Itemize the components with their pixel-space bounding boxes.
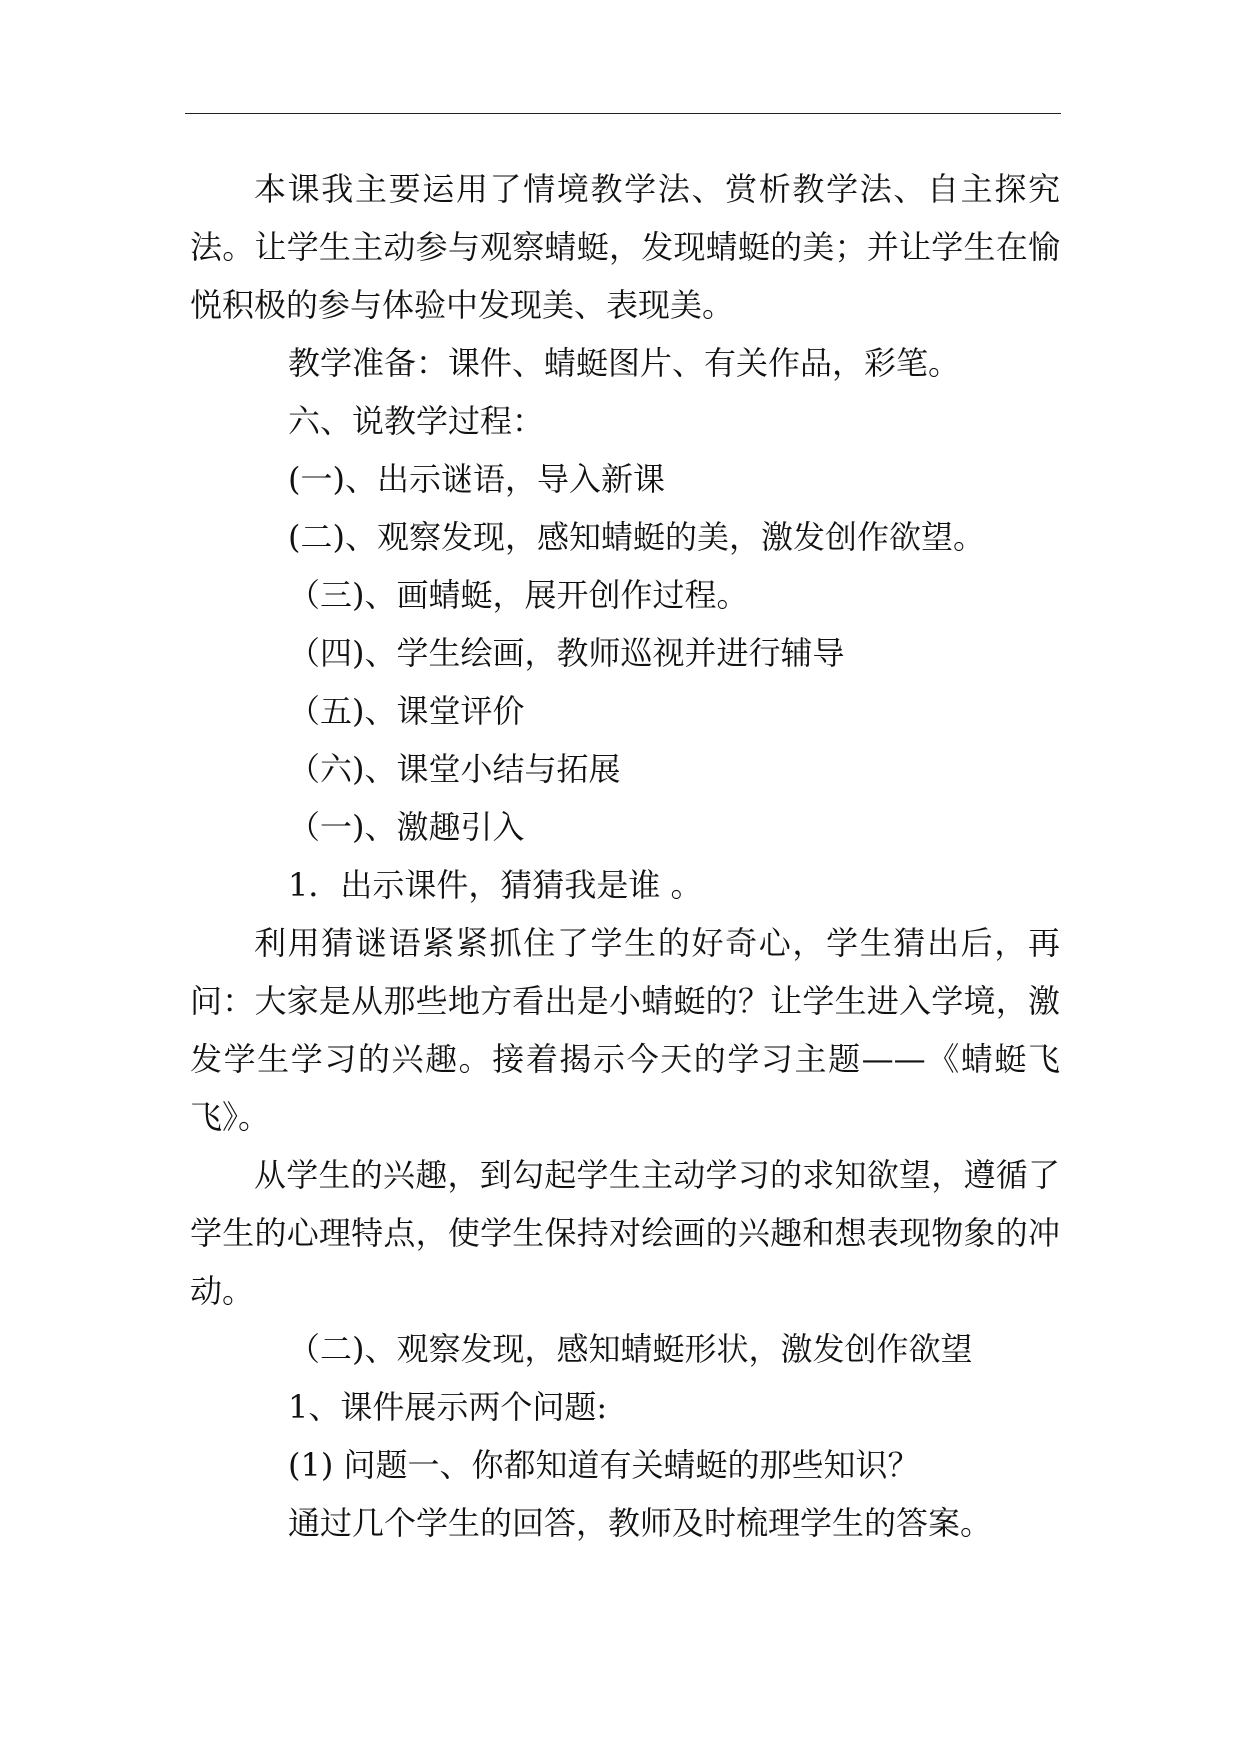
list-item-question-one: (1) 问题一、你都知道有关蜻蜓的那些知识？	[288, 1446, 920, 1484]
paragraph-teaching-preparation: 教学准备：课件、蜻蜓图片、有关作品，彩笔。	[288, 344, 961, 382]
header-rule	[185, 113, 1061, 114]
heading-teaching-process: 六、说教学过程：	[288, 402, 545, 440]
process-step-6: （六)、课堂小结与拓展	[288, 750, 621, 788]
process-step-4: （四)、学生绘画，教师巡视并进行辅导	[288, 634, 845, 672]
section-heading-intro: （一)、激趣引入	[288, 808, 525, 846]
paragraph-answers: 通过几个学生的回答，教师及时梳理学生的答案。	[288, 1504, 993, 1542]
paragraph-riddle-explanation: 利用猜谜语紧紧抓住了学生的好奇心，学生猜出后，再问：大家是从那些地方看出是小蜻蜓的？让学生进入学境，激发学生学习的兴趣。接着揭示今天的学习主题——《蜻蜓飞飞》。	[190, 924, 1060, 1136]
process-step-2: (二)、观察发现，感知蜻蜓的美，激发创作欲望。	[288, 518, 985, 556]
process-step-1: (一)、出示谜语，导入新课	[288, 460, 665, 498]
paragraph-teaching-methods: 本课我主要运用了情境教学法、赏析教学法、自主探究法。让学生主动参与观察蜻蜓，发现蜻蜓的美；并让学生在愉悦积极的参与体验中发现美、表现美。	[190, 170, 1060, 324]
list-item-riddle: 1．出示课件，猜猜我是谁 。	[288, 866, 703, 904]
process-step-3: （三)、画蜻蜓，展开创作过程。	[288, 576, 749, 614]
list-item-questions: 1、课件展示两个问题:	[288, 1388, 608, 1426]
section-heading-observe: （二)、观察发现，感知蜻蜓形状，激发创作欲望	[288, 1330, 973, 1368]
process-step-5: （五)、课堂评价	[288, 692, 525, 730]
document-body	[190, 160, 1060, 1552]
paragraph-interest: 从学生的兴趣，到勾起学生主动学习的求知欲望，遵循了学生的心理特点，使学生保持对绘画的兴趣和想表现物象的冲动。	[190, 1156, 1060, 1310]
